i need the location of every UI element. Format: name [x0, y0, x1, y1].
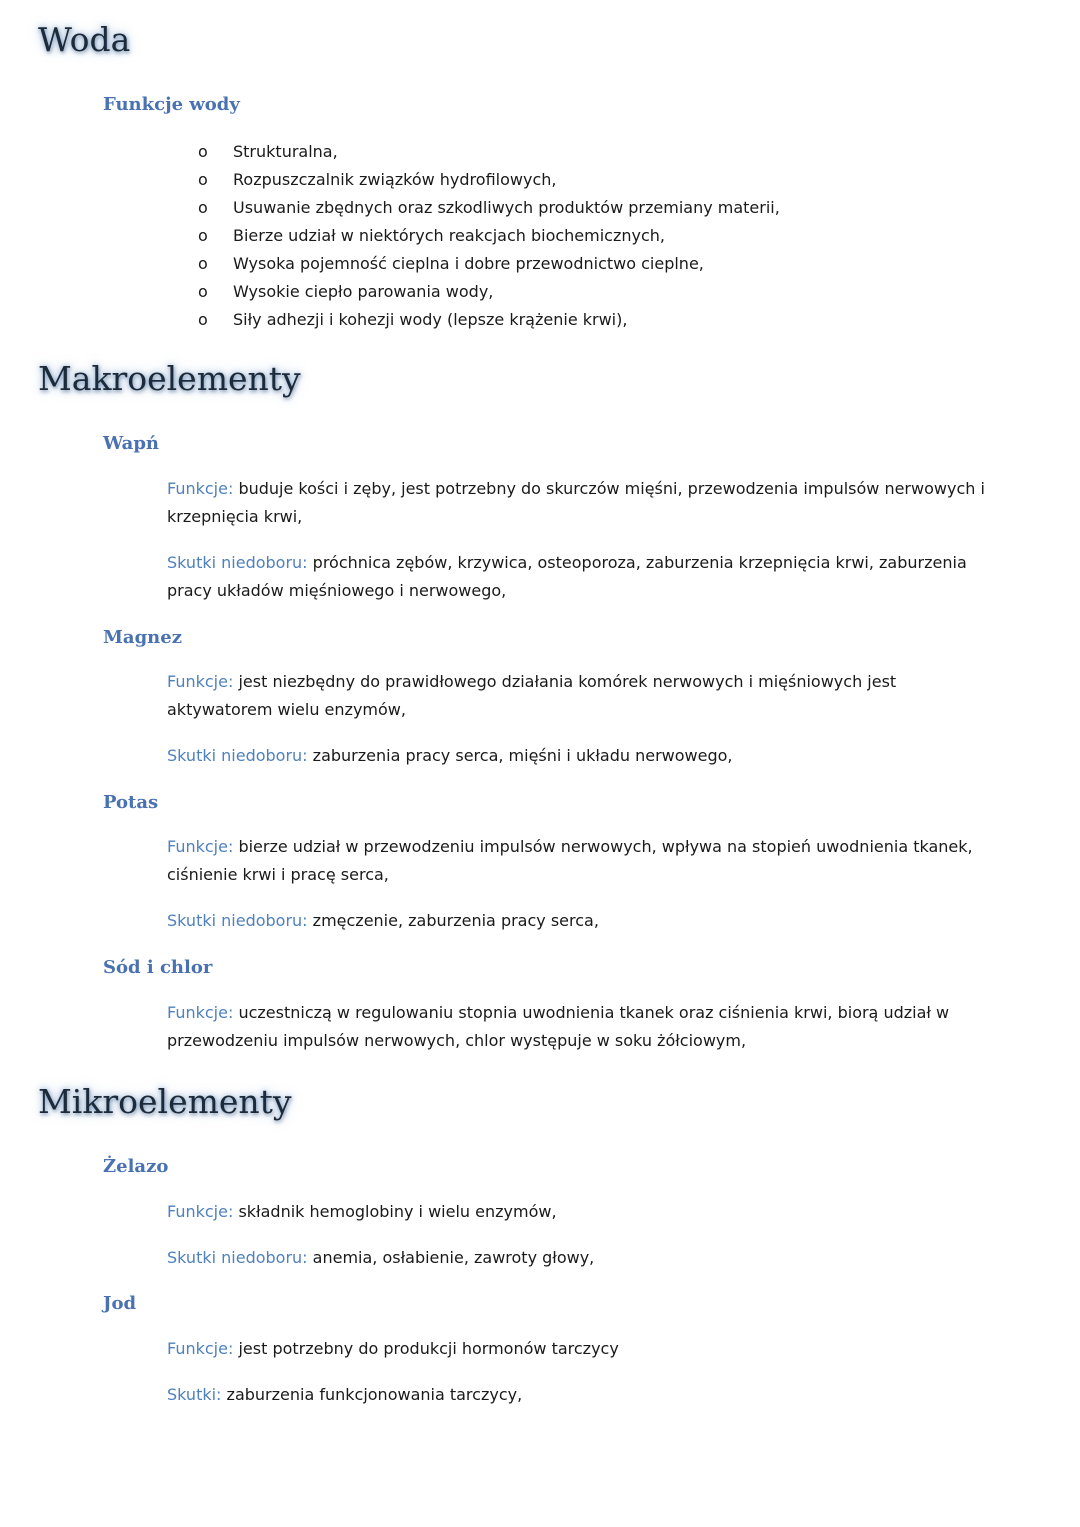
element-heading-jod: Jod [103, 1293, 137, 1314]
circle-bullet-icon: o [198, 226, 208, 245]
list-item-text: Strukturalna, [233, 142, 338, 161]
potas-functions [167, 833, 997, 889]
functions-text: bierze udział w przewodzeniu impulsów nerwowych, wpływa na stopień uwodnienia tkanek, ciśnienie krwi i pracę serca, [167, 837, 973, 884]
deficiency-label: Skutki niedoboru: [167, 1248, 308, 1267]
sod-chlor-functions [167, 999, 997, 1055]
functions-label: Funkcje: [167, 837, 234, 856]
wapn-functions [167, 475, 997, 531]
list-item-text: Usuwanie zbędnych oraz szkodliwych produktów przemiany materii, [233, 198, 780, 217]
circle-bullet-icon: o [198, 142, 208, 161]
circle-bullet-icon: o [198, 198, 208, 217]
functions-text: składnik hemoglobiny i wielu enzymów, [238, 1202, 557, 1221]
functions-label: Funkcje: [167, 1003, 234, 1022]
functions-text: jest potrzebny do produkcji hormonów tarczycy [238, 1339, 619, 1358]
circle-bullet-icon: o [198, 310, 208, 329]
list-item-text: Rozpuszczalnik związków hydrofilowych, [233, 170, 557, 189]
list-item [198, 278, 780, 306]
magnez-functions [167, 668, 997, 724]
magnez-deficiency [167, 742, 997, 770]
functions-text: buduje kości i zęby, jest potrzebny do skurczów mięśni, przewodzenia impulsów nerwowych i krzepnięcia krwi, [167, 479, 985, 526]
wapn-deficiency [167, 549, 997, 605]
list-item-text: Wysokie ciepło parowania wody, [233, 282, 494, 301]
element-heading-zelazo: Żelazo [103, 1156, 169, 1177]
list-item [198, 222, 780, 250]
jod-functions [167, 1335, 997, 1363]
circle-bullet-icon: o [198, 254, 208, 273]
deficiency-label: Skutki niedoboru: [167, 746, 308, 765]
list-item [198, 306, 780, 334]
deficiency-text: próchnica zębów, krzywica, osteoporoza, zaburzenia krzepnięcia krwi, zaburzenia pracy układów mięśniowego i nerwowego, [167, 553, 967, 600]
element-heading-potas: Potas [103, 792, 159, 813]
list-item [198, 250, 780, 278]
list-item-text: Bierze udział w niektórych reakcjach biochemicznych, [233, 226, 665, 245]
functions-text: jest niezbędny do prawidłowego działania komórek nerwowych i mięśniowych jest aktywatorem wielu enzymów, [167, 672, 897, 719]
list-item-text: Wysoka pojemność cieplna i dobre przewodnictwo cieplne, [233, 254, 704, 273]
list-item [198, 194, 780, 222]
functions-label: Funkcje: [167, 479, 234, 498]
deficiency-label: Skutki: [167, 1385, 222, 1404]
list-item [198, 138, 780, 166]
deficiency-text: zaburzenia funkcjonowania tarczycy, [226, 1385, 523, 1404]
jod-deficiency [167, 1381, 997, 1409]
zelazo-functions [167, 1198, 997, 1226]
section-title-mikroelementy: Mikroelementy [38, 1082, 292, 1121]
list-item-text: Siły adhezji i kohezji wody (lepsze krążenie krwi), [233, 310, 628, 329]
element-heading-sod-i-chlor: Sód i chlor [103, 957, 213, 978]
deficiency-text: zmęczenie, zaburzenia pracy serca, [312, 911, 599, 930]
list-item [198, 166, 780, 194]
potas-deficiency [167, 907, 997, 935]
functions-label: Funkcje: [167, 672, 234, 691]
section-title-woda: Woda [38, 20, 131, 59]
deficiency-label: Skutki niedoboru: [167, 911, 308, 930]
deficiency-text: anemia, osłabienie, zawroty głowy, [312, 1248, 595, 1267]
functions-text: uczestniczą w regulowaniu stopnia uwodnienia tkanek oraz ciśnienia krwi, biorą udział w przewodzeniu impulsów nerwowych, chlor występuje w soku żółciowym, [167, 1003, 950, 1050]
water-functions-list [198, 138, 780, 334]
functions-label: Funkcje: [167, 1202, 234, 1221]
functions-label: Funkcje: [167, 1339, 234, 1358]
circle-bullet-icon: o [198, 170, 208, 189]
subheading-funkcje-wody: Funkcje wody [103, 94, 240, 115]
element-heading-magnez: Magnez [103, 627, 182, 648]
deficiency-text: zaburzenia pracy serca, mięśni i układu nerwowego, [312, 746, 733, 765]
circle-bullet-icon: o [198, 282, 208, 301]
deficiency-label: Skutki niedoboru: [167, 553, 308, 572]
element-heading-wapn: Wapń [103, 433, 159, 454]
section-title-makroelementy: Makroelementy [38, 359, 301, 398]
zelazo-deficiency [167, 1244, 997, 1272]
